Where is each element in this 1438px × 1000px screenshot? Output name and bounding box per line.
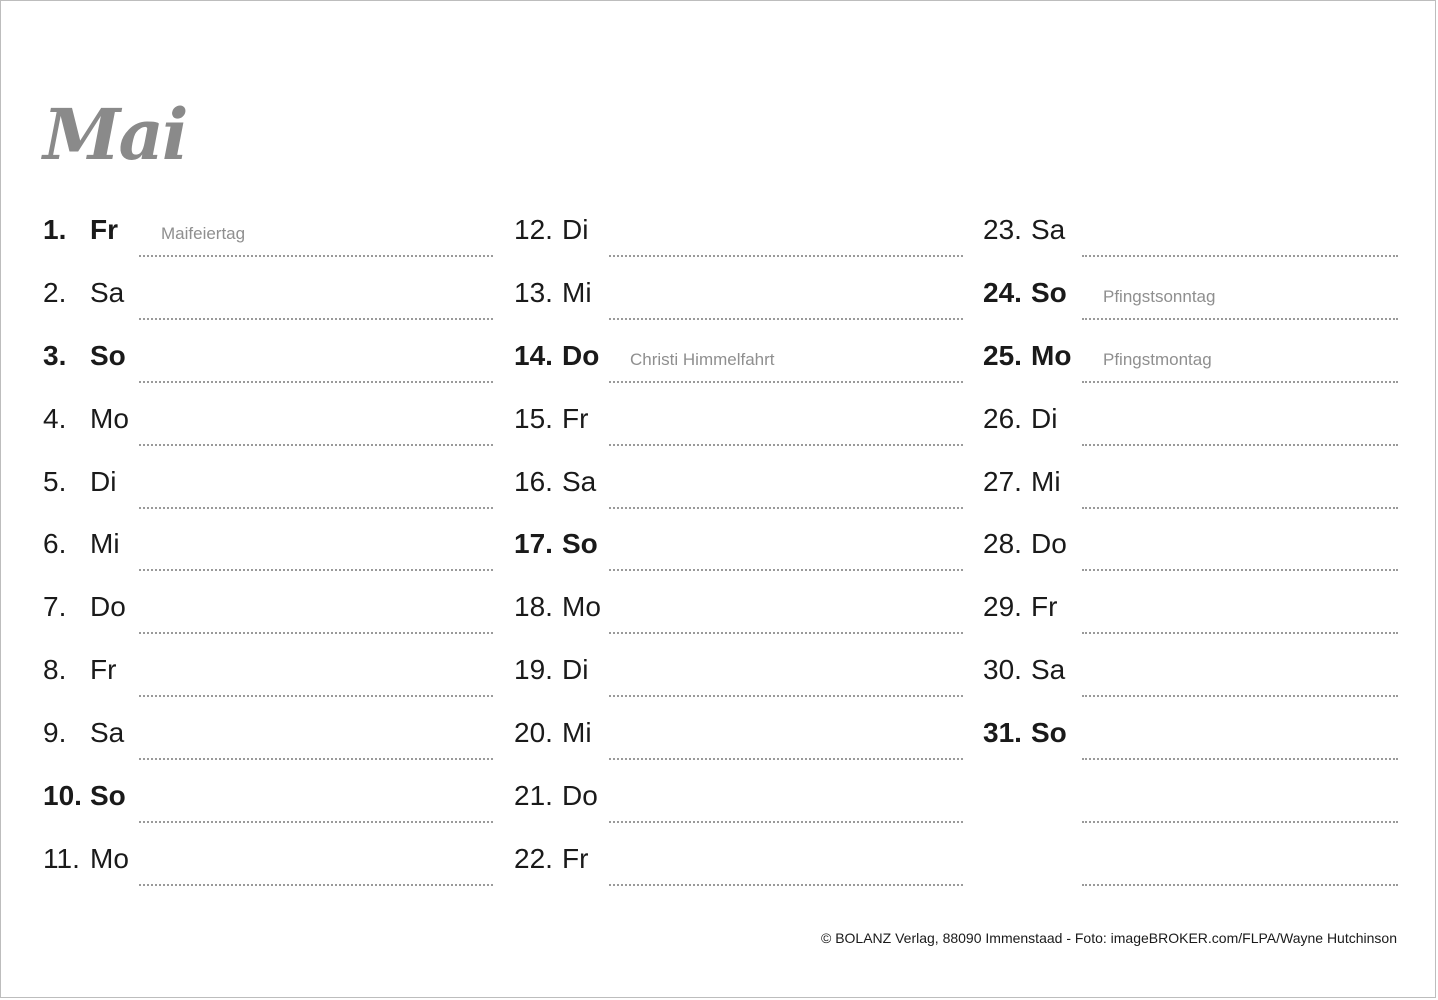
- day-number: 8.: [43, 654, 67, 686]
- day-number: 2.: [43, 276, 67, 308]
- day-number: 26.: [983, 402, 1022, 434]
- writing-line[interactable]: [139, 569, 493, 571]
- day-number: 18.: [514, 591, 553, 623]
- weekday-name: So: [90, 780, 126, 812]
- weekday-name: Mo: [562, 591, 601, 623]
- day-number: 10.: [43, 780, 82, 812]
- weekday-name: Fr: [90, 214, 118, 245]
- writing-line[interactable]: [609, 444, 963, 446]
- writing-line[interactable]: [139, 255, 493, 257]
- day-number: 27.: [983, 465, 1022, 497]
- writing-line[interactable]: [139, 821, 493, 823]
- writing-line[interactable]: [1082, 632, 1398, 634]
- weekday-name: So: [1031, 276, 1067, 308]
- writing-line[interactable]: [609, 695, 963, 697]
- weekday-name: Do: [1031, 528, 1067, 560]
- weekday-name: Do: [562, 780, 598, 812]
- weekday-name: Do: [90, 591, 126, 623]
- weekday-name: Sa: [1031, 214, 1066, 245]
- day-number: 23.: [983, 214, 1022, 245]
- weekday-name: Mo: [90, 842, 129, 874]
- weekday-name: Sa: [562, 465, 597, 497]
- weekday-name: So: [90, 339, 126, 371]
- holiday-note: Maifeiertag: [161, 224, 246, 243]
- day-number: 13.: [514, 276, 553, 308]
- writing-line[interactable]: [609, 318, 963, 320]
- weekday-name: Sa: [1031, 654, 1066, 686]
- writing-line[interactable]: [139, 884, 493, 886]
- writing-line[interactable]: [609, 381, 963, 383]
- day-number: 28.: [983, 528, 1022, 560]
- day-number: 30.: [983, 654, 1022, 686]
- day-number: 9.: [43, 717, 67, 749]
- weekday-name: Mi: [1031, 465, 1061, 497]
- weekday-name: Mo: [90, 402, 129, 434]
- weekday-name: Fr: [562, 402, 589, 434]
- day-number: 12.: [514, 214, 553, 245]
- day-number: 17.: [514, 528, 553, 560]
- day-number: 6.: [43, 528, 67, 560]
- writing-line[interactable]: [1082, 569, 1398, 571]
- weekday-name: Fr: [90, 654, 117, 686]
- holiday-note: Pfingstmontag: [1103, 349, 1212, 369]
- day-number: 14.: [514, 339, 553, 371]
- day-number: 7.: [43, 591, 67, 623]
- day-number: 20.: [514, 717, 553, 749]
- writing-line[interactable]: [139, 444, 493, 446]
- month-title: Mai: [43, 93, 187, 176]
- weekday-name: Sa: [90, 276, 125, 308]
- day-number: 1.: [43, 214, 67, 245]
- day-number: 31.: [983, 717, 1022, 749]
- writing-line[interactable]: [609, 884, 963, 886]
- day-number: 11.: [43, 842, 80, 874]
- weekday-name: Di: [562, 214, 589, 245]
- writing-line[interactable]: [139, 758, 493, 760]
- day-number: 15.: [514, 402, 553, 434]
- day-number: 4.: [43, 402, 67, 434]
- day-number: 3.: [43, 339, 67, 371]
- writing-line[interactable]: [609, 632, 963, 634]
- weekday-name: Do: [562, 339, 600, 371]
- weekday-name: Mi: [562, 717, 592, 749]
- weekday-name: So: [562, 528, 598, 560]
- writing-line[interactable]: [139, 381, 493, 383]
- weekday-name: Fr: [1031, 591, 1058, 623]
- writing-line[interactable]: [609, 758, 963, 760]
- writing-line[interactable]: [1082, 884, 1398, 886]
- weekday-name: Mi: [562, 276, 592, 308]
- writing-line[interactable]: [139, 695, 493, 697]
- writing-line[interactable]: [139, 632, 493, 634]
- writing-line[interactable]: [1082, 821, 1398, 823]
- writing-line[interactable]: [1082, 444, 1398, 446]
- writing-line[interactable]: [139, 507, 493, 509]
- weekday-name: Di: [1031, 402, 1058, 434]
- holiday-note: Pfingstsonntag: [1103, 286, 1216, 306]
- weekday-name: Mo: [1031, 339, 1072, 371]
- weekday-name: Fr: [562, 842, 589, 874]
- writing-line[interactable]: [609, 821, 963, 823]
- writing-line[interactable]: [139, 318, 493, 320]
- day-number: 16.: [514, 465, 553, 497]
- day-number: 19.: [514, 654, 553, 686]
- weekday-name: Mi: [90, 528, 120, 560]
- writing-line[interactable]: [1082, 318, 1398, 320]
- weekday-name: Di: [90, 465, 117, 497]
- writing-line[interactable]: [1082, 381, 1398, 383]
- holiday-note: Christi Himmelfahrt: [630, 349, 775, 369]
- writing-line[interactable]: [1082, 255, 1398, 257]
- day-number: 22.: [514, 842, 553, 874]
- writing-line[interactable]: [1082, 758, 1398, 760]
- writing-line[interactable]: [1082, 507, 1398, 509]
- day-number: 29.: [983, 591, 1022, 623]
- weekday-name: Di: [562, 654, 589, 686]
- weekday-name: So: [1031, 717, 1067, 749]
- day-number: 24.: [983, 276, 1022, 308]
- writing-line[interactable]: [609, 255, 963, 257]
- copyright-credit: © BOLANZ Verlag, 88090 Immenstaad - Foto: imageBROKER.com/FLPA/Wayne Hutchinson: [820, 930, 1397, 946]
- day-number: 25.: [983, 339, 1022, 371]
- day-number: 5.: [43, 465, 67, 497]
- writing-line[interactable]: [609, 507, 963, 509]
- day-number: 21.: [514, 780, 553, 812]
- writing-line[interactable]: [609, 569, 963, 571]
- writing-line[interactable]: [1082, 695, 1398, 697]
- weekday-name: Sa: [90, 717, 125, 749]
